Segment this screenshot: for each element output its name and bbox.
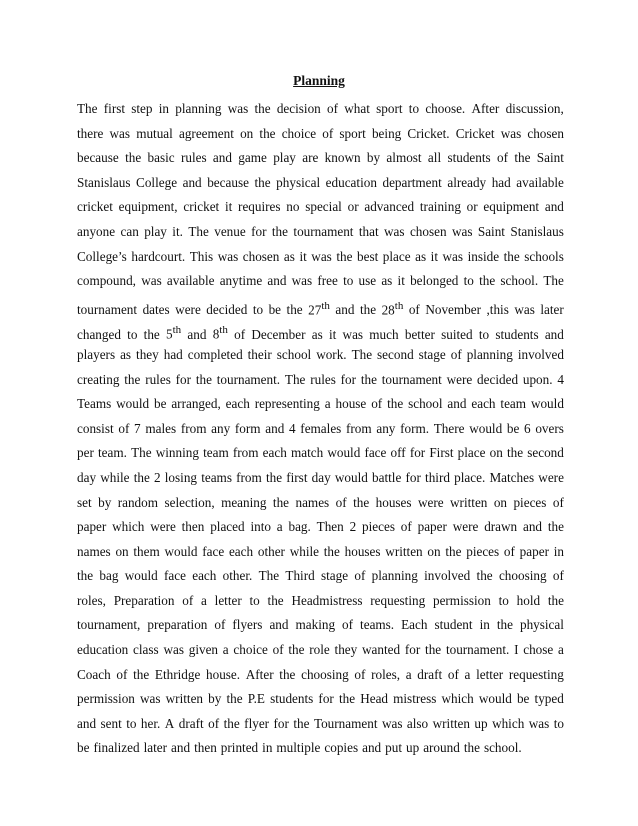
text-line: roles, Preparation of a letter to the Headmistress requesting permission to hold the	[77, 592, 564, 608]
text-line: education class was given a choice of the role they wanted for the tournament. I chose a	[77, 642, 564, 658]
text-line: anyone can play it. The venue for the tournament that was chosen was Saint Stanislaus	[77, 223, 564, 239]
text-line: players as they had completed their school work. The second stage of planning involved	[77, 346, 564, 362]
text-line: consist of 7 males from any form and 4 females from any form. There would be 6 overs	[77, 420, 564, 436]
text-line: cricket equipment, cricket it requires no special or advanced training or equipment and	[77, 199, 564, 215]
text-line: College’s hardcourt. This was chosen as it was the best place as it was inside the schools	[77, 248, 564, 264]
text-line: creating the rules for the tournament. The rules for the tournament were decided upon. 4	[77, 371, 564, 387]
text-line: compound, was available anytime and was free to use as it belonged to the school. The	[77, 273, 564, 289]
text-line: day while the 2 losing teams from the first day would battle for third place. Matches were	[77, 469, 564, 485]
text-line: tournament dates were decided to be the 27th and the 28th of November ,this was later	[77, 299, 564, 318]
text-line: and sent to her. A draft of the flyer for the Tournament was also written up which was to	[77, 715, 564, 731]
text-line: paper which were then placed into a bag. Then 2 pieces of paper were drawn and the	[77, 519, 564, 535]
text-line: the bag would face each other. The Third stage of planning involved the choosing of	[77, 568, 564, 584]
text-line: permission was written by the P.E students for the Head mistress which would be typed	[77, 691, 564, 707]
text-line: Stanislaus College and because the physical education department already had available	[77, 174, 564, 190]
text-line: names on them would face each other while the houses written on the pieces of paper in	[77, 543, 564, 559]
body-paragraph	[77, 97, 564, 761]
text-line: because the basic rules and game play are known by almost all students of the Saint	[77, 150, 564, 166]
text-line: Coach of the Ethridge house. After the choosing of roles, a draft of a letter requesting	[77, 666, 564, 682]
page-title: Planning	[293, 73, 345, 88]
text-line: per team. The winning team from each match would face off for First place on the second	[77, 445, 564, 461]
text-line: set by random selection, meaning the names of the houses were written on pieces of	[77, 494, 564, 510]
text-line: be finalized later and then printed in multiple copies and put up around the school.	[77, 740, 522, 756]
text-line: Teams would be arranged, each representing a house of the school and each team would	[77, 396, 564, 412]
text-line: changed to the 5th and 8th of December as it was much better suited to students and	[77, 324, 564, 342]
text-line: The first step in planning was the decision of what sport to choose. After discussion,	[77, 101, 564, 116]
text-line: tournament, preparation of flyers and making of teams. Each student in the physical	[77, 617, 564, 633]
text-line: there was mutual agreement on the choice of sport being Cricket. Cricket was chosen	[77, 125, 564, 141]
